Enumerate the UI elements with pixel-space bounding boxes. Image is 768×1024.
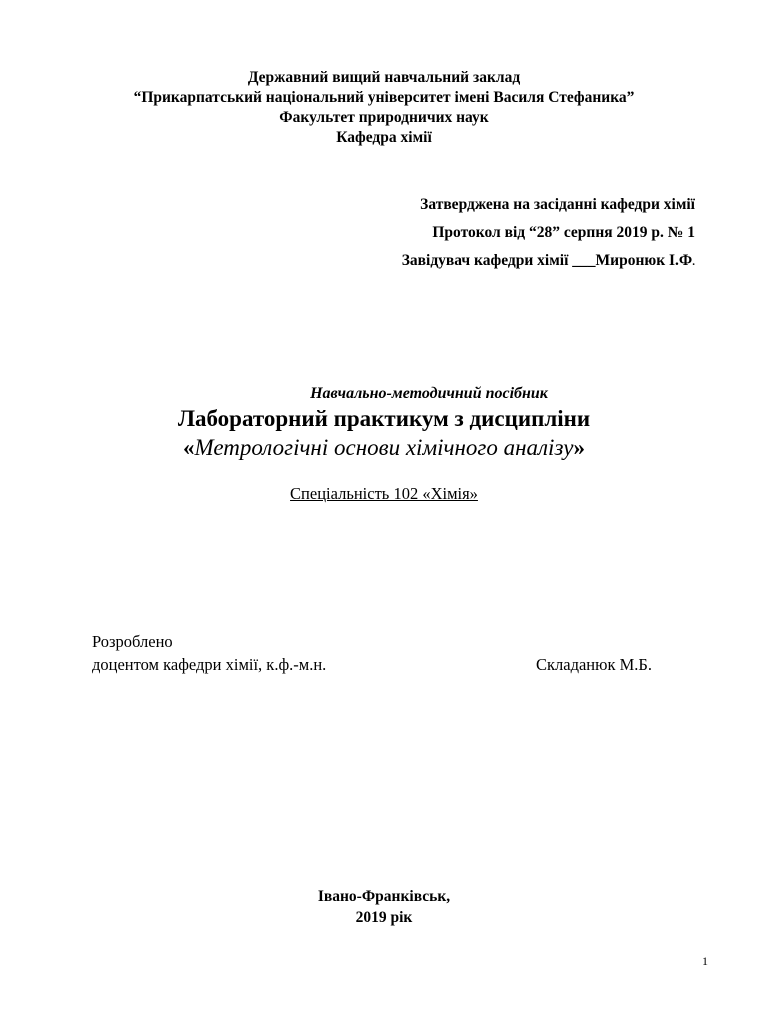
speciality-line <box>0 483 768 505</box>
university-name: “Прикарпатський національний університет імені Василя Стефаника” <box>133 89 635 106</box>
developer-block <box>92 630 692 676</box>
document-title: Лабораторний практикум з дисципліни <box>177 406 591 431</box>
footer-block <box>0 886 768 928</box>
approval-block <box>402 191 695 276</box>
page-number: 1 <box>702 954 708 968</box>
developer-name: Складанюк М.Б. <box>536 655 652 674</box>
discipline-open-quote: « <box>183 435 195 460</box>
discipline-title <box>0 433 768 463</box>
developer-position: доцентом кафедри хімії, к.ф.-м.н. <box>92 655 327 674</box>
protocol-line: Протокол від “28” серпня 2019 р. № 1 <box>432 224 695 241</box>
faculty-name: Факультет природничих наук <box>279 109 489 126</box>
department-head-text: Завідувач кафедри хімії ___Миронюк І.Ф <box>401 252 693 269</box>
title-block <box>0 383 768 463</box>
document-subtitle: Навчально-методичний посібник <box>310 385 548 402</box>
department-name: Кафедра хімії <box>336 129 432 146</box>
developed-by-label: Розроблено <box>92 632 173 651</box>
department-head-period: . <box>692 256 695 268</box>
institution-header <box>0 68 768 148</box>
year: 2019 рік <box>355 909 413 926</box>
department-head-line <box>402 247 695 276</box>
approval-statement: Затверджена на засіданні кафедри хімії <box>420 196 695 213</box>
speciality-text: Спеціальність 102 «Хімія» <box>290 484 478 503</box>
developer-row <box>92 653 652 676</box>
institution-type: Державний вищий навчальний заклад <box>247 69 521 86</box>
discipline-name: Метрологічні основи хімічного аналізу <box>194 435 574 460</box>
city: Івано-Франківськ, <box>317 888 451 905</box>
discipline-close-quote: » <box>573 435 585 460</box>
